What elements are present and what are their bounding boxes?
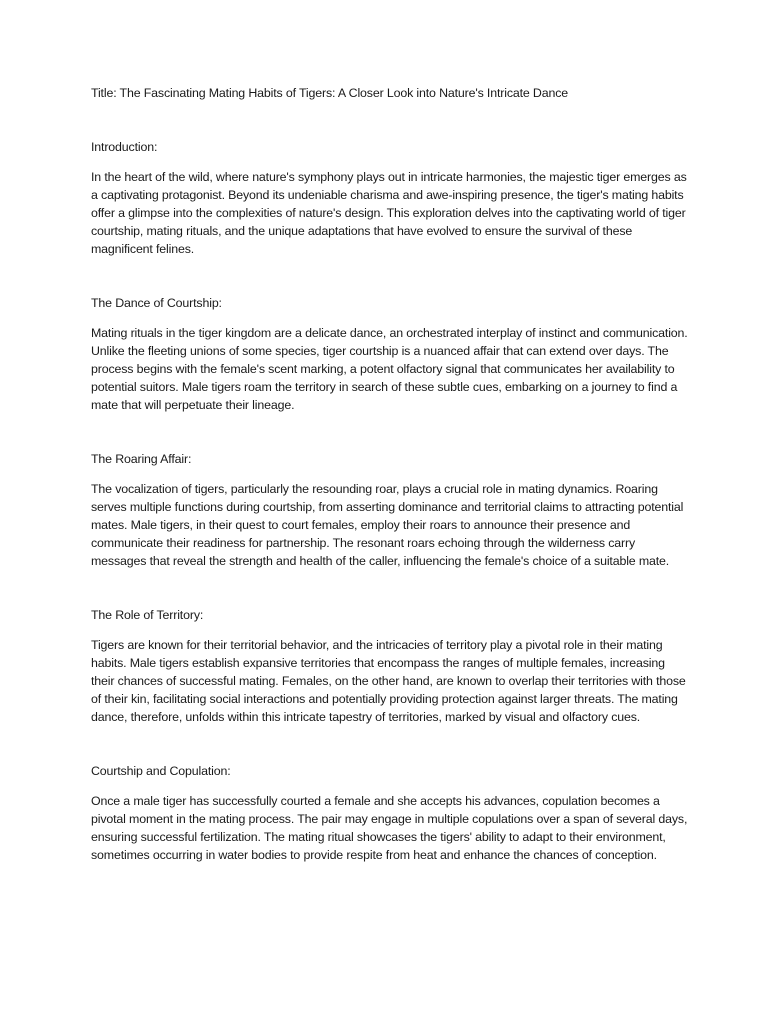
- section-introduction: [91, 138, 691, 258]
- section-courtship-and-copulation: [91, 762, 691, 864]
- section-heading: The Dance of Courtship:: [91, 296, 222, 310]
- section-heading: The Role of Territory:: [91, 608, 204, 622]
- section-paragraph: In the heart of the wild, where nature's symphony plays out in intricate harmonies, the majestic tiger emerges as a captivating protagonist. Beyond its undeniable charisma and awe-inspiring presence, the tiger's mating habits offer a glimpse into the complexities of nature's design. This exploration delves into the captivating world of tiger courtship, mating rituals, and the unique adaptations that have evolved to ensure the survival of these magnificent felines.: [91, 170, 687, 256]
- section-heading: Introduction:: [91, 140, 158, 154]
- section-role-of-territory: [91, 606, 691, 726]
- document-title: Title: The Fascinating Mating Habits of Tigers: A Closer Look into Nature's Intricate Dance: [91, 86, 569, 100]
- section-paragraph: Mating rituals in the tiger kingdom are a delicate dance, an orchestrated interplay of instinct and communication. Unlike the fleeting unions of some species, tiger courtship is a nuanced affair that can extend over days. The process begins with the female's scent marking, a potent olfactory signal that communicates her availability to potential suitors. Male tigers roam the territory in search of these subtle cues, embarking on a journey to find a mate that will perpetuate their lineage.: [91, 326, 688, 412]
- section-paragraph: The vocalization of tigers, particularly the resounding roar, plays a crucial role in mating dynamics. Roaring serves multiple functions during courtship, from asserting dominance and territorial claims to attracting potential mates. Male tigers, in their quest to court females, employ their roars to announce their presence and communicate their readiness for partnership. The resonant roars echoing through the wilderness carry messages that reveal the strength and health of the caller, influencing the female's choice of a suitable mate.: [91, 482, 684, 568]
- section-heading: Courtship and Copulation:: [91, 764, 231, 778]
- section-dance-of-courtship: [91, 294, 691, 414]
- section-roaring-affair: [91, 450, 691, 570]
- section-paragraph: Tigers are known for their territorial behavior, and the intricacies of territory play a pivotal role in their mating habits. Male tigers establish expansive territories that encompass the ranges of multiple females, increasing their chances of successful mating. Females, on the other hand, are known to overlap their territories with those of their kin, facilitating social interactions and potentially providing protection against larger threats. The mating dance, therefore, unfolds within this intricate tapestry of territories, marked by visual and olfactory cues.: [91, 638, 686, 724]
- section-paragraph: Once a male tiger has successfully courted a female and she accepts his advances, copulation becomes a pivotal moment in the mating process. The pair may engage in multiple copulations over a span of several days, ensuring successful fertilization. The mating ritual showcases the tigers' ability to adapt to their environment, sometimes occurring in water bodies to provide respite from heat and enhance the chances of conception.: [91, 794, 688, 862]
- document-page: [91, 84, 691, 900]
- section-heading: The Roaring Affair:: [91, 452, 192, 466]
